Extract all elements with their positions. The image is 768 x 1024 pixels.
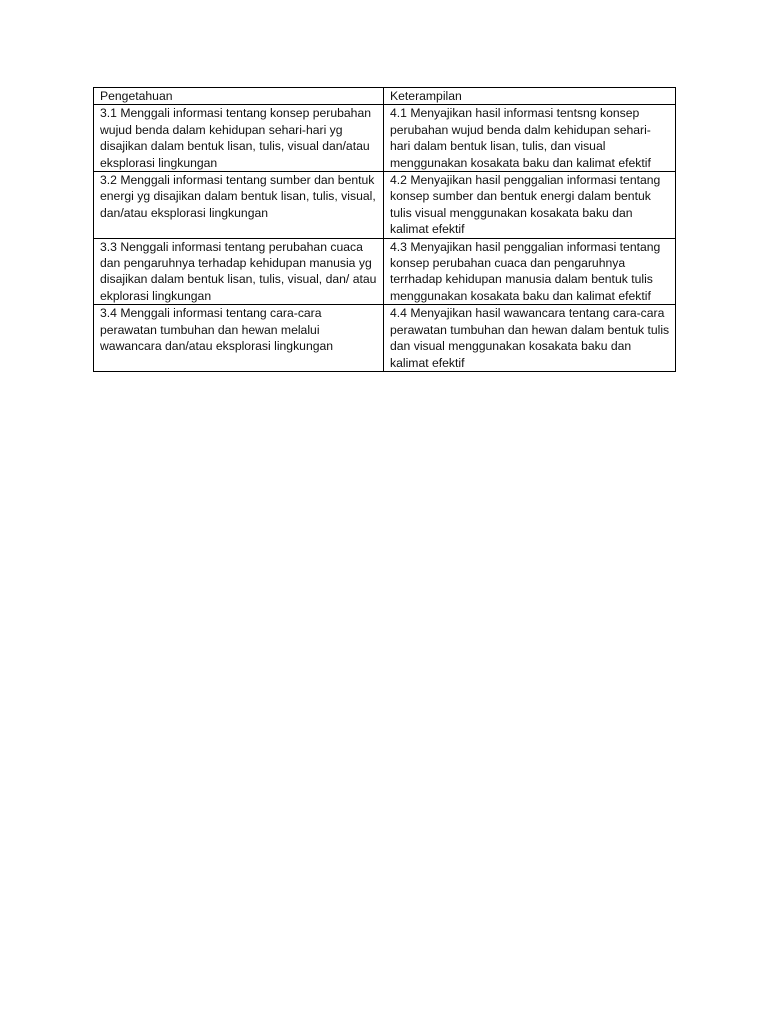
cell-pengetahuan: 3.3 Nenggali informasi tentang perubahan cuaca dan pengaruhnya terhadap kehidupan manusia yg disajikan dalam bentuk lisan, tulis, visual, dan/ atau ekplorasi lingkungan (94, 238, 384, 305)
header-pengetahuan: Pengetahuan (94, 88, 384, 105)
table-row (94, 105, 676, 172)
cell-keterampilan: 4.2 Menyajikan hasil penggalian informasi tentang konsep sumber dan bentuk energi dalam bentuk tulis visual menggunakan kosakata baku dan kalimat efektif (384, 172, 676, 239)
cell-pengetahuan: 3.2 Menggali informasi tentang sumber dan bentuk energi yg disajikan dalam bentuk lisan, tulis, visual, dan/atau eksplorasi lingkungan (94, 172, 384, 239)
cell-pengetahuan: 3.1 Menggali informasi tentang konsep perubahan wujud benda dalam kehidupan sehari-hari yg disajikan dalam bentuk lisan, tulis, visual dan/atau eksplorasi lingkungan (94, 105, 384, 172)
table-header-row (94, 88, 676, 105)
table-row (94, 238, 676, 305)
header-keterampilan: Keterampilan (384, 88, 676, 105)
cell-pengetahuan: 3.4 Menggali informasi tentang cara-cara perawatan tumbuhan dan hewan melalui wawancara dan/atau eksplorasi lingkungan (94, 305, 384, 372)
cell-keterampilan: 4.4 Menyajikan hasil wawancara tentang cara-cara perawatan tumbuhan dan hewan dalam bentuk tulis dan visual menggunakan kosakata baku dan kalimat efektif (384, 305, 676, 372)
table-row (94, 305, 676, 372)
cell-keterampilan: 4.1 Menyajikan hasil informasi tentsng konsep perubahan wujud benda dalm kehidupan sehari-hari dalam bentuk lisan, tulis, dan visual menggunakan kosakata baku dan kalimat efektif (384, 105, 676, 172)
table-row (94, 172, 676, 239)
competency-table (93, 87, 676, 372)
cell-keterampilan: 4.3 Menyajikan hasil penggalian informasi tentang konsep perubahan cuaca dan pengaruhnya terrhadap kehidupan manusia dalam bentuk tulis menggunakan kosakata baku dan kalimat efektif (384, 238, 676, 305)
